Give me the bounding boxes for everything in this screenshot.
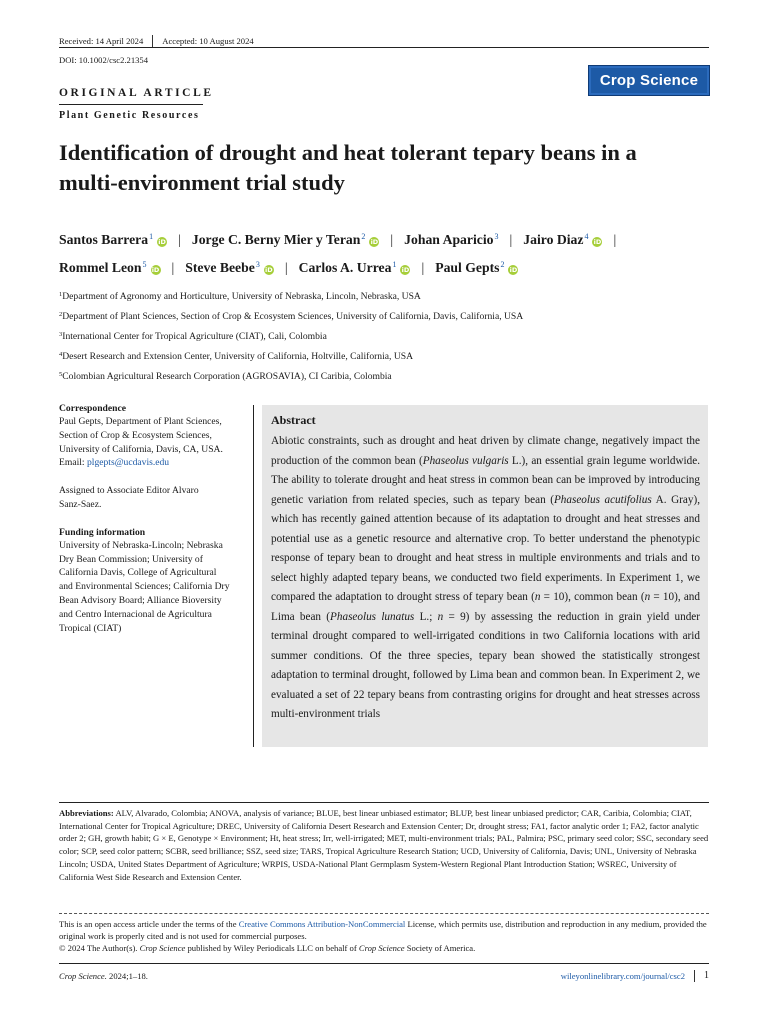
orcid-icon[interactable]: iD xyxy=(370,238,379,246)
article-type-rule xyxy=(59,104,203,105)
funding-line: Bean Advisory Board; Alliance Bioversity xyxy=(59,594,222,606)
orcid-icon[interactable]: iD xyxy=(151,266,160,274)
abstract-text: Abiotic constraints, such as drought and heat driven by climate change, negatively impact the production of the common bean (Phaseolus vulgaris L.), an essential grain legume worldwide. The ability to tolerate drought and heat stress in common bean can be improved by introducing genetic variation from related species, such as tepary bean (Phaseolus acutifolius A. Gray), which has recently gained attention because of its adaptation to drought and heat stresses and potential use as a genetic resource and alternative crop. To better understand the phenotypic response of tepary bean to drought and heat stress in multiple environments and trials and to select highly adapted tepary beans, we conducted two field experiments. In Experiment 1, we compared the adaptation to drought stress of tepary bean (n = 10), common bean (n = 10), and Lima bean (Phaseolus lunatus L.; n = 9) by assessing the reduction in grain yield under terminal drought compared to well-irrigated conditions in two California locations with arid summer conditions. Of the three species, tepary bean showed the statistically strongest adaptation to terminal drought, followed by Lima bean and common bean. In Experiment 2, we evaluated a set of 22 tepary beans from contrasting origins for drought and heat stresses across multi-environment trials xyxy=(271,435,701,720)
paper-title: Identification of drought and heat tolerant tepary beans in a multi-environment trial study xyxy=(59,140,637,195)
author: Santos Barrera$^1$iD xyxy=(59,232,166,247)
journal-logo: Crop Science xyxy=(588,65,710,96)
correspondence-line: Section of Crop & Ecosystem Sciences, xyxy=(59,429,212,441)
orcid-icon[interactable]: iD xyxy=(509,266,518,274)
license-text: This is an open access article under the terms of the Creative Commons Attribution-NonCommercial License, which permits use, distribution and reproduction in any medium, provided the original work is properly cited and is not used for commercial purposes. xyxy=(59,919,707,941)
article-dates xyxy=(59,35,254,47)
funding-line: and Centro Internacional de Agricultura xyxy=(59,608,212,620)
author: Rommel Leon$^5$iD xyxy=(59,260,160,275)
editor-line: Sanz-Saez. xyxy=(59,498,102,510)
journal-url-link[interactable]: wileyonlinelibrary.com/journal/csc2 xyxy=(560,971,685,981)
page-footer xyxy=(59,970,709,982)
affiliation: $^4$Desert Research and Extension Center, University of California, Holtville, California, USA xyxy=(59,351,414,362)
funding-line: University of Nebraska-Lincoln; Nebraska xyxy=(59,539,223,551)
funding-line: Tropical (CIAT) xyxy=(59,622,122,634)
orcid-icon[interactable]: iD xyxy=(401,266,410,274)
footer-separator xyxy=(694,970,695,982)
author: Carlos A. Urrea$^1$iD xyxy=(298,260,410,275)
footer-rule xyxy=(59,963,709,964)
editor-line: Assigned to Associate Editor Alvaro xyxy=(59,485,199,497)
header-rule xyxy=(59,47,709,48)
funding-heading: Funding information xyxy=(59,526,146,538)
correspondence-line: University of California, Davis, CA, USA. xyxy=(59,443,223,455)
funding-line: Dry Bean Commission; University of xyxy=(59,553,203,565)
accepted-date: Accepted: 10 August 2024 xyxy=(162,36,254,46)
abbreviations-text: ALV, Alvarado, Colombia; ANOVA, analysis of variance; BLUE, best linear unbiased estimator; BLUP, best linear unbiased predictor; CAR, Caribia, Colombia; CIAT, International Center for Tropical Agriculture; DREC, University of California Desert Research and Extension Center; Dr, drought stress; FA1, factor analytic order 1; FA2, factor analytic order 2; GH, growth habit; G × E, Genotype × Environment; Ht, heat stress; Irr, well-irrigated; MET, multi-environment trials; PAL, Palmira; PSC, primary seed color; SSC, secondary seed color; SCP, seed color pattern; SCBR, seed brilliance; SSZ, seed size; TARS, Tropical Agriculture Research Station; UCD, University of California, Davis; UNL, University of Nebraska Lincoln; USDA, United States Department of Agriculture; WRPIS, USDA-National Plant Germplasm System-Western Regional Plant Introduction Station; WSREC, University of California West Side Research and Extension Center. xyxy=(59,808,709,882)
author: Jorge C. Berny Mier y Teran$^2$iD xyxy=(191,232,379,247)
author: Paul Gepts$^2$iD xyxy=(435,260,518,275)
affiliation: $^2$Department of Plant Sciences, Section of Crop & Ecosystem Sciences, University of California, Davis, California, USA xyxy=(59,311,524,322)
abbreviations-label: Abbreviations: xyxy=(59,808,114,818)
abbreviations-rule xyxy=(59,802,709,803)
funding-line: California Davis, College of Agricultural xyxy=(59,567,217,579)
email-link[interactable]: plgepts@ucdavis.edu xyxy=(86,457,170,469)
doi: DOI: 10.1002/csc2.21354 xyxy=(59,55,149,65)
author: Jairo Diaz$^4$iD xyxy=(523,232,602,247)
citation: Crop Science. 2024;1–18. xyxy=(59,971,148,981)
abstract-box xyxy=(262,405,708,747)
affiliation: $^1$Department of Agronomy and Horticulture, University of Nebraska, Lincoln, Nebraska, USA xyxy=(59,291,421,302)
date-separator xyxy=(152,35,153,47)
article-type: ORIGINAL ARTICLE xyxy=(59,87,214,99)
author: Johan Aparicio$^3$ xyxy=(404,232,499,247)
license-link[interactable]: Creative Commons Attribution-NonCommercial xyxy=(238,919,406,929)
funding-line: and Environmental Sciences; California Dry xyxy=(59,581,230,593)
correspondence-email: Email: plgepts@ucdavis.edu xyxy=(59,457,170,469)
license-notice xyxy=(59,918,709,954)
abstract-heading: Abstract xyxy=(271,413,316,427)
author: Steve Beebe$^3$iD xyxy=(185,260,273,275)
abbreviations xyxy=(59,807,709,883)
column-divider xyxy=(253,405,254,747)
affiliation: $^3$International Center for Tropical Agriculture (CIAT), Cali, Colombia xyxy=(59,331,327,342)
correspondence-line: Paul Gepts, Department of Plant Sciences, xyxy=(59,416,222,427)
affiliation: $^5$Colombian Agricultural Research Corporation (AGROSAVIA), CI Caribia, Colombia xyxy=(59,371,392,382)
author-list: Santos Barrera$^1$iD | Jorge C. Berny Mier y Teran$^2$iD | Johan Aparicio$^3$ | Jairo Diaz$^4$iD | Rommel Leon$^5$iD | Steve Beebe$^3$iD | Carlos A. Urrea$^1$iD | Paul Gepts$^2$iD xyxy=(59,232,617,275)
sidebar-info xyxy=(59,402,249,635)
license-rule xyxy=(59,913,709,914)
page-number: 1 xyxy=(704,970,709,981)
received-date: Received: 14 April 2024 xyxy=(59,36,144,46)
orcid-icon[interactable]: iD xyxy=(158,238,166,246)
orcid-icon[interactable]: iD xyxy=(593,238,602,246)
section-name: Plant Genetic Resources xyxy=(59,110,200,121)
copyright-line: © 2024 The Author(s). Crop Science published by Wiley Periodicals LLC on behalf of Crop Science Society of America. xyxy=(59,943,476,953)
correspondence-heading: Correspondence xyxy=(59,403,126,414)
orcid-icon[interactable]: iD xyxy=(265,266,273,274)
affiliation-list xyxy=(59,286,699,386)
